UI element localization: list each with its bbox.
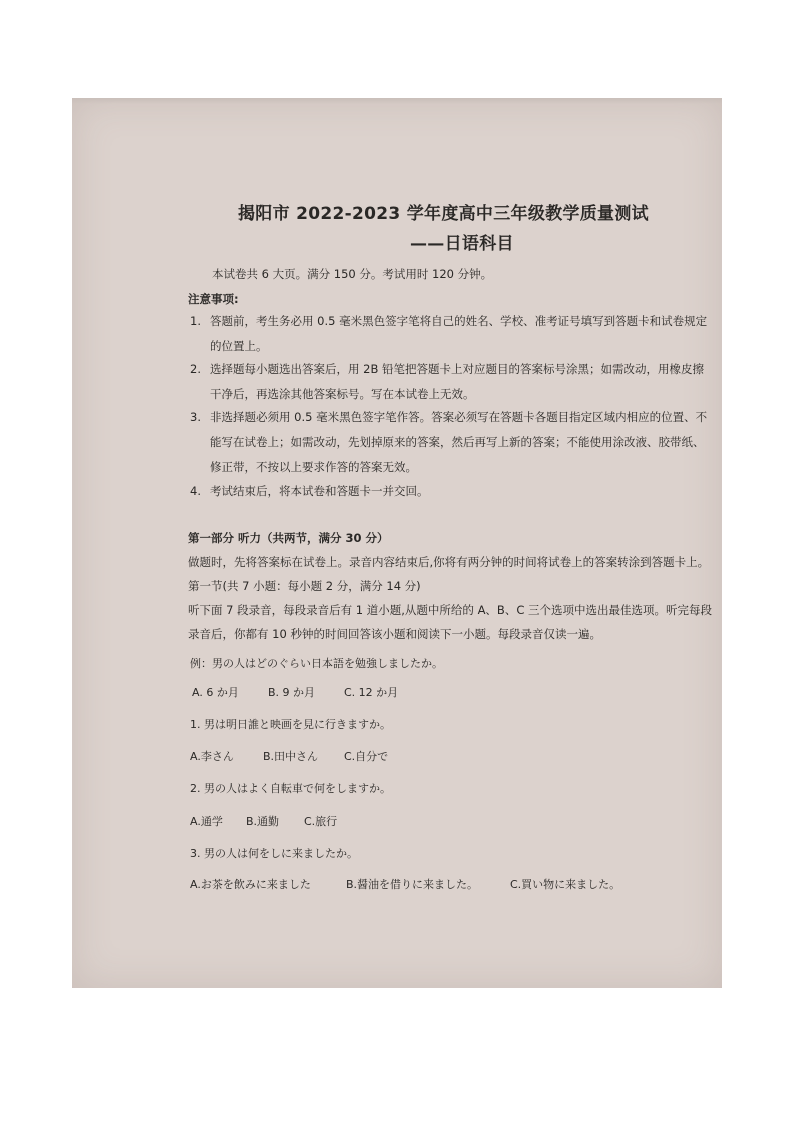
example-option-a: A. 6 か月: [192, 686, 239, 699]
notice-line: 非选择题必须用 0.5 毫米黑色签字笔作答。答案必须写在答题卡各题目指定区域内相应的位置、不: [210, 410, 708, 424]
notice-line: 修正带，不按以上要求作答的答案无效。: [210, 460, 417, 474]
notice-number: 1.: [190, 314, 201, 328]
section1-heading: 第一节(共 7 小题：每小题 2 分，满分 14 分): [188, 579, 421, 593]
intro-text: 本试卷共 6 大页。满分 150 分。考试用时 120 分钟。: [212, 267, 493, 281]
notice-line: 考试结束后，将本试卷和答题卡一并交回。: [210, 484, 429, 498]
notice-heading: 注意事项:: [188, 292, 239, 306]
exam-subtitle: ——日语科目: [410, 234, 514, 254]
example-question: 例：男の人はどのぐらい日本語を勉強しましたか。: [190, 657, 443, 670]
question-2-option-a: A.通学: [190, 815, 223, 828]
section1-instruction-line: 听下面 7 段录音，每段录音后有 1 道小题,从题中所给的 A、B、C 三个选项中选出最佳选项。听完每段: [188, 603, 713, 617]
question-1-option-b: B.田中さん: [263, 750, 319, 763]
notice-line: 干净后，再选涂其他答案标号。写在本试卷上无效。: [210, 387, 475, 401]
question-2-option-c: C.旅行: [304, 815, 338, 828]
question-3: 3. 男の人は何をしに来ましたか。: [190, 847, 358, 860]
part1-heading: 第一部分 听力（共两节，满分 30 分）: [188, 531, 389, 545]
question-1-option-a: A.李さん: [190, 750, 234, 763]
exam-paper-sheet: [72, 98, 722, 988]
question-2-option-b: B.通勤: [246, 815, 280, 828]
section1-instruction-line: 录音后，你都有 10 秒钟的时间回答该小题和阅读下一小题。每段录音仅读一遍。: [188, 627, 601, 641]
example-option-c: C. 12 か月: [344, 686, 399, 699]
question-1-option-c: C.自分で: [344, 750, 389, 763]
notice-line: 答题前，考生务必用 0.5 毫米黑色签字笔将自己的姓名、学校、准考证号填写到答题卡和试卷规定: [210, 314, 708, 328]
question-1: 1. 男は明日誰と映画を見に行きますか。: [190, 718, 391, 731]
example-option-b: B. 9 か月: [268, 686, 316, 699]
notice-line: 能写在试卷上；如需改动，先划掉原来的答案，然后再写上新的答案；不能使用涂改液、胶带纸、: [210, 435, 705, 449]
question-3-option-b: B.醤油を借りに来ました。: [346, 878, 479, 891]
exam-title: 揭阳市 2022-2023 学年度高中三年级教学质量测试: [238, 204, 649, 224]
notice-line: 的位置上。: [210, 339, 268, 353]
question-3-option-a: A.お茶を飲みに来ました: [190, 878, 311, 891]
question-2: 2. 男の人はよく自転車で何をしますか。: [190, 782, 391, 795]
notice-number: 2.: [190, 362, 201, 376]
notice-line: 选择题每小题选出答案后，用 2B 铅笔把答题卡上对应题目的答案标号涂黑；如需改动，用橡皮擦: [210, 362, 705, 376]
part1-instruction: 做题时，先将答案标在试卷上。录音内容结束后,你将有两分钟的时间将试卷上的答案转涂到答题卡上。: [188, 555, 710, 569]
question-3-option-c: C.買い物に来ました。: [510, 878, 621, 891]
notice-number: 4.: [190, 484, 201, 498]
notice-number: 3.: [190, 410, 201, 424]
